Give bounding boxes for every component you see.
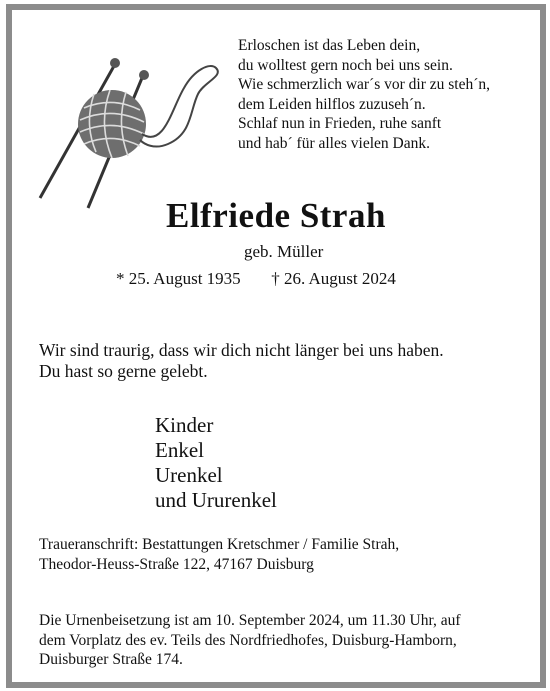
yarn-ball-knitting-needles-icon — [34, 48, 234, 218]
life-dates — [116, 269, 396, 289]
farewell-message — [39, 340, 509, 382]
poem-line: Wie schmerzlich war´s vor dir zu steh´n, — [238, 76, 491, 93]
funeral-notice — [39, 611, 461, 670]
funeral-line: Die Urnenbeisetzung ist am 10. September 2024, um 11.30 Uhr, auf — [39, 612, 461, 629]
obituary-frame — [6, 4, 546, 688]
poem-line: Schlaf nun in Frieden, ruhe sanft — [238, 115, 442, 132]
poem-line: dem Leiden hilflos zuzuseh´n. — [238, 95, 426, 113]
poem-line: du wolltest gern noch bei uns sein. — [238, 56, 453, 74]
address-line: Traueranschrift: Bestattungen Kretschmer / Familie Strah, — [39, 536, 400, 553]
deceased-name: Elfriede Strah — [166, 196, 386, 235]
mourner-line: und Ururenkel — [155, 488, 277, 512]
mourning-address — [39, 535, 399, 574]
birth-date: 25. August 1935 — [128, 269, 241, 288]
death-symbol: † — [271, 269, 280, 288]
message-line: Du hast so gerne gelebt. — [39, 361, 208, 381]
poem-line: und hab´ für alles vielen Dank. — [238, 134, 430, 152]
death-date: 26. August 2024 — [283, 269, 396, 288]
funeral-line: Duisburger Straße 174. — [39, 651, 183, 668]
message-line: Wir sind traurig, dass wir dich nicht länger bei uns haben. — [39, 340, 444, 360]
funeral-line: dem Vorplatz des ev. Teils des Nordfriedhofes, Duisburg-Hamborn, — [39, 631, 457, 649]
poem — [238, 36, 538, 153]
mourner-line: Enkel — [155, 438, 204, 462]
poem-line: Erloschen ist das Leben dein, — [238, 37, 421, 54]
mourners-list — [155, 413, 277, 513]
mourner-line: Urenkel — [155, 463, 223, 487]
birth-name: geb. Müller — [244, 242, 324, 261]
birth-symbol: * — [116, 269, 125, 288]
mourner-line: Kinder — [155, 413, 214, 437]
address-line: Theodor-Heuss-Straße 122, 47167 Duisburg — [39, 555, 314, 573]
